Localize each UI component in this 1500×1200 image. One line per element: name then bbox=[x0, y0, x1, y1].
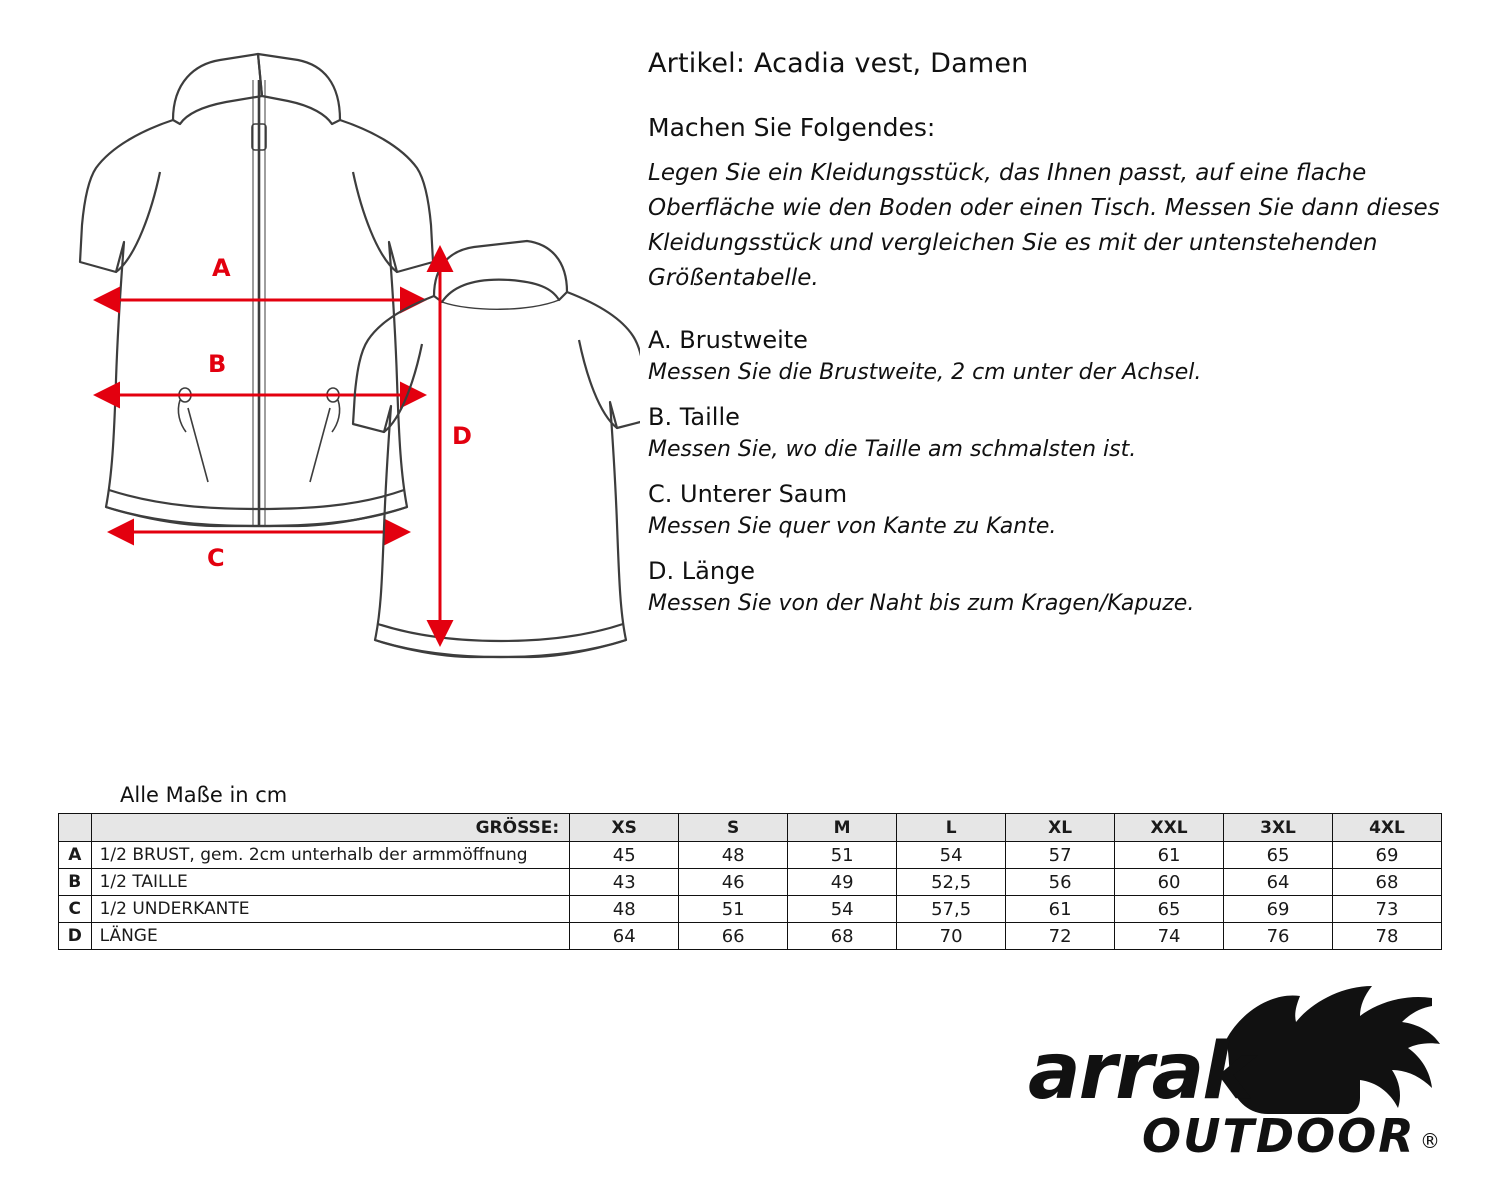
logo-subtext: OUTDOOR bbox=[1142, 1109, 1416, 1163]
brand-logo bbox=[1028, 980, 1448, 1170]
cell-value: 64 bbox=[570, 923, 679, 950]
cell-value: 69 bbox=[1333, 842, 1442, 869]
label-d: D bbox=[452, 422, 472, 450]
header-letter bbox=[59, 814, 92, 842]
header-size-m: M bbox=[788, 814, 897, 842]
table-row bbox=[59, 923, 1442, 950]
row-description: 1/2 BRUST, gem. 2cm unterhalb der armmöffnung bbox=[91, 842, 570, 869]
article-title: Artikel: Acadia vest, Damen bbox=[648, 48, 1029, 79]
measurement-c bbox=[648, 480, 1468, 539]
cell-value: 43 bbox=[570, 869, 679, 896]
row-letter: B bbox=[59, 869, 92, 896]
cell-value: 72 bbox=[1006, 923, 1115, 950]
cell-value: 70 bbox=[897, 923, 1006, 950]
header-size-label: GRÖSSE: bbox=[91, 814, 570, 842]
cell-value: 78 bbox=[1333, 923, 1442, 950]
garment-illustration bbox=[40, 20, 640, 780]
row-description: LÄNGE bbox=[91, 923, 570, 950]
header-size-xs: XS bbox=[570, 814, 679, 842]
cell-value: 49 bbox=[788, 869, 897, 896]
cell-value: 60 bbox=[1115, 869, 1224, 896]
measurement-a-title: A. Brustweite bbox=[648, 325, 808, 354]
table-row bbox=[59, 842, 1442, 869]
table-header-row bbox=[59, 814, 1442, 842]
header-size-l: L bbox=[897, 814, 1006, 842]
cell-value: 56 bbox=[1006, 869, 1115, 896]
howto-title: Machen Sie Folgendes: bbox=[648, 113, 936, 142]
cell-value: 48 bbox=[570, 896, 679, 923]
measurement-c-desc: Messen Sie quer von Kante zu Kante. bbox=[648, 513, 1057, 539]
header-size-4xl: 4XL bbox=[1333, 814, 1442, 842]
label-a: A bbox=[212, 254, 231, 282]
measurement-d bbox=[648, 557, 1468, 616]
cell-value: 74 bbox=[1115, 923, 1224, 950]
cell-value: 73 bbox=[1333, 896, 1442, 923]
logo-registered: ® bbox=[1420, 1129, 1440, 1153]
cell-value: 61 bbox=[1006, 896, 1115, 923]
measurement-d-desc: Messen Sie von der Naht bis zum Kragen/Kapuze. bbox=[648, 590, 1195, 616]
measurement-b bbox=[648, 403, 1468, 462]
table-row bbox=[59, 896, 1442, 923]
cell-value: 45 bbox=[570, 842, 679, 869]
header-size-s: S bbox=[679, 814, 788, 842]
size-table bbox=[58, 813, 1442, 950]
measurement-d-title: D. Länge bbox=[648, 556, 756, 585]
header-size-xl: XL bbox=[1006, 814, 1115, 842]
cell-value: 51 bbox=[788, 842, 897, 869]
row-description: 1/2 TAILLE bbox=[91, 869, 570, 896]
measurement-c-title: C. Unterer Saum bbox=[648, 479, 848, 508]
cell-value: 52,5 bbox=[897, 869, 1006, 896]
cell-value: 61 bbox=[1115, 842, 1224, 869]
cell-value: 65 bbox=[1224, 842, 1333, 869]
cell-value: 68 bbox=[788, 923, 897, 950]
instructions-column bbox=[648, 48, 1468, 616]
header-size-xxl: XXL bbox=[1115, 814, 1224, 842]
dog-head-icon bbox=[1226, 986, 1440, 1114]
cell-value: 65 bbox=[1115, 896, 1224, 923]
row-letter: D bbox=[59, 923, 92, 950]
howto-body: Legen Sie ein Kleidungsstück, das Ihnen passt, auf eine flache Oberfläche wie den Boden oder einen Tisch. Messen Sie dann dieses Kleidungsstück und vergleichen Sie es mit der untenstehenden Größentabelle. bbox=[648, 160, 1440, 291]
measurement-a bbox=[648, 326, 1468, 385]
cell-value: 48 bbox=[679, 842, 788, 869]
label-c: C bbox=[207, 544, 225, 572]
header-size-3xl: 3XL bbox=[1224, 814, 1333, 842]
table-row bbox=[59, 869, 1442, 896]
table-caption: Alle Maße in cm bbox=[120, 783, 288, 807]
cell-value: 51 bbox=[679, 896, 788, 923]
cell-value: 64 bbox=[1224, 869, 1333, 896]
measurement-b-title: B. Taille bbox=[648, 402, 740, 431]
cell-value: 54 bbox=[897, 842, 1006, 869]
row-letter: A bbox=[59, 842, 92, 869]
logo-wordmark: arrak bbox=[1028, 1027, 1253, 1117]
cell-value: 69 bbox=[1224, 896, 1333, 923]
row-description: 1/2 UNDERKANTE bbox=[91, 896, 570, 923]
cell-value: 54 bbox=[788, 896, 897, 923]
cell-value: 57 bbox=[1006, 842, 1115, 869]
cell-value: 68 bbox=[1333, 869, 1442, 896]
row-letter: C bbox=[59, 896, 92, 923]
measurement-a-desc: Messen Sie die Brustweite, 2 cm unter der Achsel. bbox=[648, 359, 1202, 385]
cell-value: 76 bbox=[1224, 923, 1333, 950]
measurement-b-desc: Messen Sie, wo die Taille am schmalsten ist. bbox=[648, 436, 1137, 462]
label-b: B bbox=[208, 350, 227, 378]
cell-value: 57,5 bbox=[897, 896, 1006, 923]
cell-value: 46 bbox=[679, 869, 788, 896]
cell-value: 66 bbox=[679, 923, 788, 950]
